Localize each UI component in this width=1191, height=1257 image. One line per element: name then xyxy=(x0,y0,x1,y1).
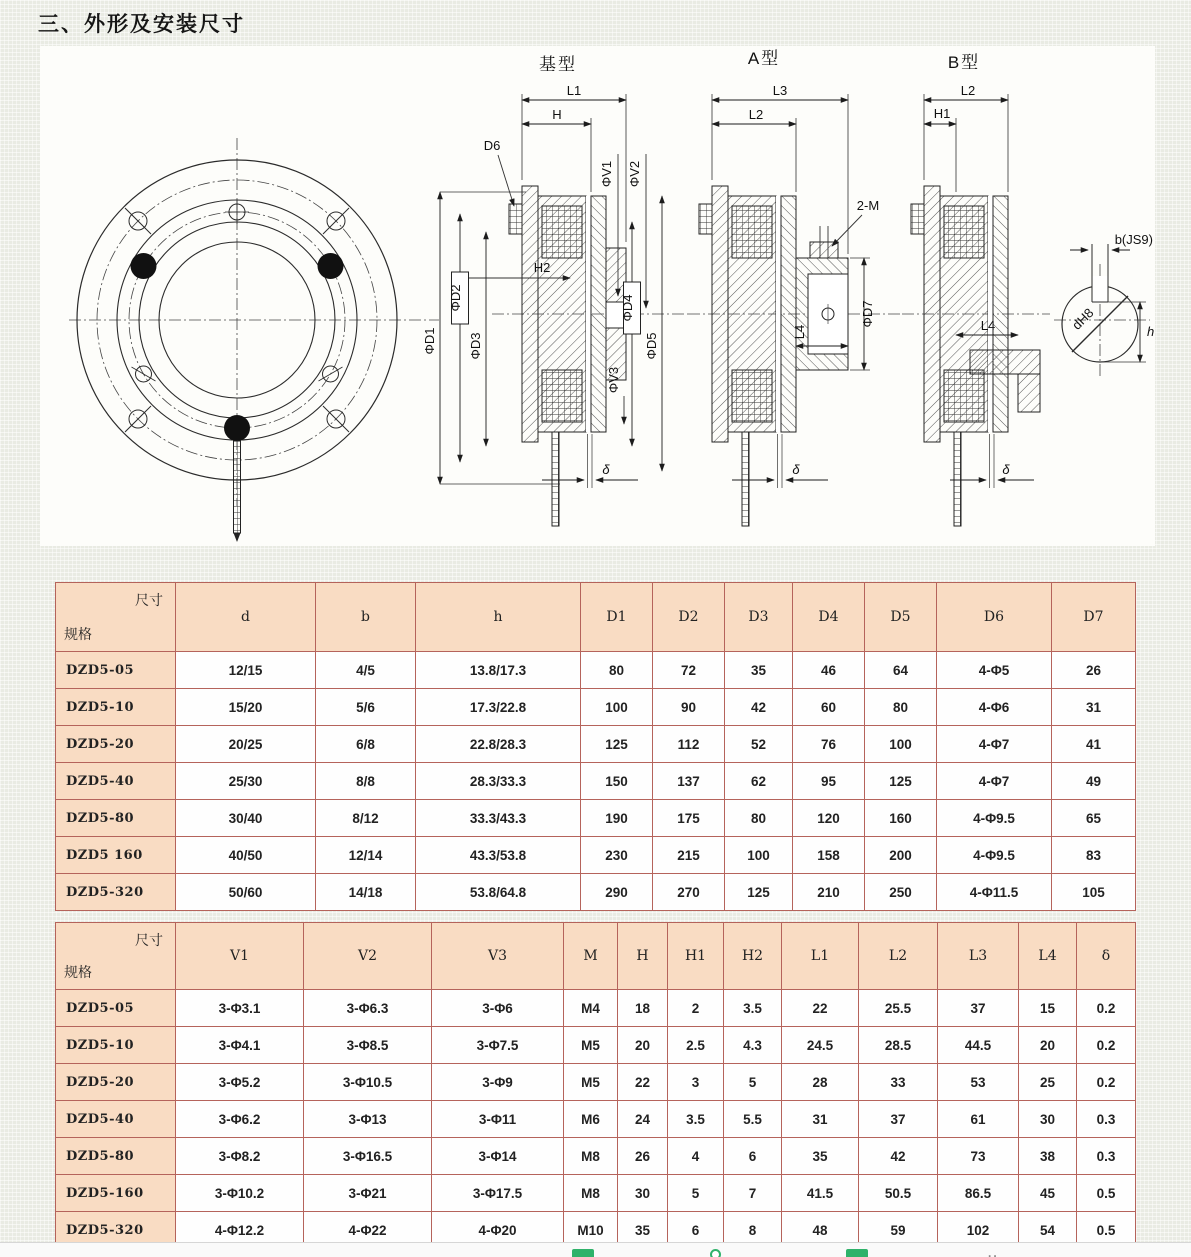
value-cell: 0.5 xyxy=(1077,1212,1136,1249)
spec-cell: DZD5-320 xyxy=(56,1212,176,1249)
view-title-base: 基型 xyxy=(539,55,577,74)
value-cell: 53.8/64.8 xyxy=(416,874,581,911)
dim-label-V3: ΦV3 xyxy=(606,366,621,394)
value-cell: 37 xyxy=(938,990,1019,1027)
value-cell: 158 xyxy=(793,837,865,874)
spec-cell: DZD5-10 xyxy=(56,1027,176,1064)
value-cell: M8 xyxy=(564,1175,618,1212)
value-cell: 12/14 xyxy=(316,837,416,874)
value-cell: 20 xyxy=(618,1027,668,1064)
dim-label-delta: δ xyxy=(1002,462,1010,477)
value-cell: 20/25 xyxy=(176,726,316,763)
screw-hole-icon xyxy=(225,200,249,224)
value-cell: 4-Φ7 xyxy=(937,763,1052,800)
toolbar-green-icon[interactable] xyxy=(846,1249,868,1257)
value-cell: 95 xyxy=(793,763,865,800)
value-cell: 53 xyxy=(938,1064,1019,1101)
dimension-table-2 xyxy=(55,922,1136,1249)
value-cell: 4.3 xyxy=(724,1027,782,1064)
value-cell: 12/15 xyxy=(176,652,316,689)
column-header: D3 xyxy=(725,583,793,652)
value-cell: 4-Φ22 xyxy=(304,1212,432,1249)
value-cell: 8/12 xyxy=(316,800,416,837)
value-cell: 28 xyxy=(782,1064,859,1101)
value-cell: 20 xyxy=(1019,1027,1077,1064)
value-cell: 175 xyxy=(653,800,725,837)
table-row xyxy=(56,652,1136,689)
value-cell: 33 xyxy=(859,1064,938,1101)
value-cell: 15/20 xyxy=(176,689,316,726)
view-title-b: B型 xyxy=(947,53,981,72)
corner-label-spec: 规格 xyxy=(64,627,92,643)
toolbar-circle-icon[interactable] xyxy=(710,1249,721,1257)
shaft-section-detail xyxy=(1054,232,1154,376)
dim-label-delta: δ xyxy=(792,462,800,477)
value-cell: 270 xyxy=(653,874,725,911)
value-cell: M10 xyxy=(564,1212,618,1249)
value-cell: 30/40 xyxy=(176,800,316,837)
value-cell: 3.5 xyxy=(668,1101,724,1138)
column-header: D7 xyxy=(1052,583,1136,652)
technical-drawing xyxy=(40,46,1155,546)
dim-label-D5: ΦD5 xyxy=(644,332,659,360)
table-row xyxy=(56,689,1136,726)
value-cell: 62 xyxy=(725,763,793,800)
value-cell: 90 xyxy=(653,689,725,726)
value-cell: 35 xyxy=(725,652,793,689)
view-title-a: A型 xyxy=(747,49,781,68)
value-cell: 65 xyxy=(1052,800,1136,837)
value-cell: 210 xyxy=(793,874,865,911)
value-cell: 3-Φ14 xyxy=(432,1138,564,1175)
column-header: L3 xyxy=(938,923,1019,990)
value-cell: 35 xyxy=(782,1138,859,1175)
column-header: L1 xyxy=(782,923,859,990)
value-cell: 3-Φ11 xyxy=(432,1101,564,1138)
column-header: L4 xyxy=(1019,923,1077,990)
value-cell: 46 xyxy=(793,652,865,689)
value-cell: 14/18 xyxy=(316,874,416,911)
toolbar-green-icon[interactable] xyxy=(572,1249,594,1257)
spec-cell: DZD5-160 xyxy=(56,1175,176,1212)
value-cell: 25 xyxy=(1019,1064,1077,1101)
value-cell: 30 xyxy=(1019,1101,1077,1138)
column-header: M xyxy=(564,923,618,990)
b-type-section xyxy=(902,53,1050,526)
value-cell: 73 xyxy=(938,1138,1019,1175)
value-cell: 5.5 xyxy=(724,1101,782,1138)
value-cell: 3-Φ9 xyxy=(432,1064,564,1101)
value-cell: 3-Φ7.5 xyxy=(432,1027,564,1064)
value-cell: 24.5 xyxy=(782,1027,859,1064)
table-row xyxy=(56,1101,1136,1138)
value-cell: 22 xyxy=(782,990,859,1027)
dim-label-L1: L1 xyxy=(566,83,582,98)
value-cell: 30 xyxy=(618,1175,668,1212)
mount-hole-icon xyxy=(125,208,151,234)
value-cell: 31 xyxy=(1052,689,1136,726)
value-cell: 3-Φ21 xyxy=(304,1175,432,1212)
corner-cell xyxy=(56,583,176,652)
value-cell: 112 xyxy=(653,726,725,763)
value-cell: 4-Φ11.5 xyxy=(937,874,1052,911)
column-header: h xyxy=(416,583,581,652)
column-header: b xyxy=(316,583,416,652)
value-cell: 120 xyxy=(793,800,865,837)
value-cell: 3 xyxy=(668,1064,724,1101)
value-cell: M8 xyxy=(564,1138,618,1175)
value-cell: 86.5 xyxy=(938,1175,1019,1212)
value-cell: 31 xyxy=(782,1101,859,1138)
base-type-section xyxy=(422,55,688,526)
value-cell: 200 xyxy=(865,837,937,874)
value-cell: 3-Φ6.3 xyxy=(304,990,432,1027)
value-cell: 33.3/43.3 xyxy=(416,800,581,837)
table1-grid xyxy=(55,582,1136,911)
value-cell: 37 xyxy=(859,1101,938,1138)
value-cell: 26 xyxy=(618,1138,668,1175)
column-header: δ xyxy=(1077,923,1136,990)
value-cell: 64 xyxy=(865,652,937,689)
value-cell: 2.5 xyxy=(668,1027,724,1064)
value-cell: 25.5 xyxy=(859,990,938,1027)
dim-label-V1: ΦV1 xyxy=(599,160,614,188)
dim-label-L2: L2 xyxy=(748,107,764,122)
bottom-toolbar xyxy=(0,1242,1191,1257)
value-cell: 150 xyxy=(581,763,653,800)
dim-label-L2b: L2 xyxy=(960,83,976,98)
mount-hole-icon xyxy=(323,208,349,234)
value-cell: 3-Φ6.2 xyxy=(176,1101,304,1138)
value-cell: 49 xyxy=(1052,763,1136,800)
value-cell: 2 xyxy=(668,990,724,1027)
value-cell: 8 xyxy=(724,1212,782,1249)
value-cell: 18 xyxy=(618,990,668,1027)
value-cell: 0.2 xyxy=(1077,1027,1136,1064)
dim-label-delta: δ xyxy=(602,462,610,477)
value-cell: 76 xyxy=(793,726,865,763)
value-cell: 26 xyxy=(1052,652,1136,689)
dim-label-H1: H1 xyxy=(933,106,951,121)
value-cell: 7 xyxy=(724,1175,782,1212)
spec-cell: DZD5-20 xyxy=(56,1064,176,1101)
bolt-hole-filled xyxy=(318,253,344,279)
value-cell: M5 xyxy=(564,1064,618,1101)
mount-hole-icon xyxy=(323,406,349,432)
value-cell: 230 xyxy=(581,837,653,874)
value-cell: 60 xyxy=(793,689,865,726)
value-cell: 35 xyxy=(618,1212,668,1249)
table-row xyxy=(56,837,1136,874)
value-cell: 42 xyxy=(725,689,793,726)
value-cell: 22.8/28.3 xyxy=(416,726,581,763)
value-cell: 43.3/53.8 xyxy=(416,837,581,874)
column-header: V2 xyxy=(304,923,432,990)
value-cell: 0.3 xyxy=(1077,1101,1136,1138)
value-cell: 3-Φ16.5 xyxy=(304,1138,432,1175)
value-cell: 4/5 xyxy=(316,652,416,689)
value-cell: 42 xyxy=(859,1138,938,1175)
value-cell: 105 xyxy=(1052,874,1136,911)
value-cell: 4-Φ9.5 xyxy=(937,837,1052,874)
table-row xyxy=(56,1175,1136,1212)
value-cell: 4-Φ20 xyxy=(432,1212,564,1249)
value-cell: 38 xyxy=(1019,1138,1077,1175)
value-cell: M5 xyxy=(564,1027,618,1064)
value-cell: 5 xyxy=(724,1064,782,1101)
spec-cell: DZD5 160 xyxy=(56,837,176,874)
value-cell: 28.5 xyxy=(859,1027,938,1064)
table2-grid xyxy=(55,922,1136,1249)
dim-label-D2: ΦD2 xyxy=(448,284,463,312)
value-cell: 3-Φ13 xyxy=(304,1101,432,1138)
dim-label-H: H xyxy=(552,107,562,122)
dim-label-b-key: b(JS9) xyxy=(1114,232,1153,247)
table-row xyxy=(56,1064,1136,1101)
value-cell: 4-Φ5 xyxy=(937,652,1052,689)
value-cell: 4-Φ6 xyxy=(937,689,1052,726)
value-cell: 3-Φ8.2 xyxy=(176,1138,304,1175)
value-cell: 5 xyxy=(668,1175,724,1212)
value-cell: 13.8/17.3 xyxy=(416,652,581,689)
dimension-table-1 xyxy=(55,582,1136,911)
value-cell: 80 xyxy=(725,800,793,837)
dim-label-L3: L3 xyxy=(772,83,788,98)
column-header: D2 xyxy=(653,583,725,652)
a-type-section xyxy=(688,49,902,526)
header-row xyxy=(56,923,1136,990)
value-cell: M4 xyxy=(564,990,618,1027)
corner-label-size: 尺寸 xyxy=(135,593,163,609)
column-header: D5 xyxy=(865,583,937,652)
column-header: V1 xyxy=(176,923,304,990)
table-row xyxy=(56,800,1136,837)
spec-cell: DZD5-40 xyxy=(56,763,176,800)
value-cell: 250 xyxy=(865,874,937,911)
column-header: H1 xyxy=(668,923,724,990)
spec-cell: DZD5-10 xyxy=(56,689,176,726)
table-row xyxy=(56,874,1136,911)
table-row xyxy=(56,763,1136,800)
mount-hole-icon xyxy=(125,406,151,432)
value-cell: 25/30 xyxy=(176,763,316,800)
value-cell: 8/8 xyxy=(316,763,416,800)
dim-label-D1: ΦD1 xyxy=(422,327,437,355)
column-header: D1 xyxy=(581,583,653,652)
value-cell: 290 xyxy=(581,874,653,911)
value-cell: 100 xyxy=(581,689,653,726)
value-cell: 6 xyxy=(724,1138,782,1175)
table-row xyxy=(56,1138,1136,1175)
column-header: L2 xyxy=(859,923,938,990)
bolt-hole-filled xyxy=(131,253,157,279)
value-cell: M6 xyxy=(564,1101,618,1138)
value-cell: 17.3/22.8 xyxy=(416,689,581,726)
dim-label-D3: ΦD3 xyxy=(468,332,483,360)
dim-label-h-key: h xyxy=(1147,324,1155,339)
value-cell: 0.2 xyxy=(1077,1064,1136,1101)
spec-cell: DZD5-05 xyxy=(56,990,176,1027)
header-row xyxy=(56,583,1136,652)
value-cell: 125 xyxy=(725,874,793,911)
column-header: D4 xyxy=(793,583,865,652)
column-header: d xyxy=(176,583,316,652)
outline-drawing-panel xyxy=(40,46,1155,546)
corner-cell xyxy=(56,923,176,990)
value-cell: 45 xyxy=(1019,1175,1077,1212)
spec-cell: DZD5-80 xyxy=(56,1138,176,1175)
lead-wire xyxy=(234,441,241,533)
value-cell: 4-Φ7 xyxy=(937,726,1052,763)
value-cell: 72 xyxy=(653,652,725,689)
value-cell: 3-Φ3.1 xyxy=(176,990,304,1027)
dim-label-H2: H2 xyxy=(533,260,551,275)
value-cell: 41.5 xyxy=(782,1175,859,1212)
value-cell: 215 xyxy=(653,837,725,874)
value-cell: 80 xyxy=(865,689,937,726)
value-cell: 6 xyxy=(668,1212,724,1249)
value-cell: 100 xyxy=(865,726,937,763)
value-cell: 125 xyxy=(865,763,937,800)
corner-label-spec: 规格 xyxy=(64,965,92,981)
value-cell: 3-Φ17.5 xyxy=(432,1175,564,1212)
front-view xyxy=(69,138,439,542)
column-header: V3 xyxy=(432,923,564,990)
value-cell: 0.3 xyxy=(1077,1138,1136,1175)
corner-label-size: 尺寸 xyxy=(135,933,163,949)
column-header: H2 xyxy=(724,923,782,990)
dim-label-2M: 2-M xyxy=(856,198,880,213)
dim-label-V2: ΦV2 xyxy=(627,160,642,188)
value-cell: 50.5 xyxy=(859,1175,938,1212)
value-cell: 190 xyxy=(581,800,653,837)
value-cell: 4-Φ9.5 xyxy=(937,800,1052,837)
value-cell: 48 xyxy=(782,1212,859,1249)
dim-label-D6: D6 xyxy=(483,138,501,153)
value-cell: 59 xyxy=(859,1212,938,1249)
value-cell: 3-Φ10.5 xyxy=(304,1064,432,1101)
toolbar-more-icon[interactable]: .. xyxy=(988,1246,999,1257)
value-cell: 52 xyxy=(725,726,793,763)
value-cell: 3-Φ4.1 xyxy=(176,1027,304,1064)
spec-cell: DZD5-05 xyxy=(56,652,176,689)
dim-label-D7: ΦD7 xyxy=(860,300,875,328)
value-cell: 24 xyxy=(618,1101,668,1138)
column-header: H xyxy=(618,923,668,990)
value-cell: 3-Φ6 xyxy=(432,990,564,1027)
value-cell: 102 xyxy=(938,1212,1019,1249)
spec-cell: DZD5-20 xyxy=(56,726,176,763)
value-cell: 83 xyxy=(1052,837,1136,874)
page-title: 三、外形及安装尺寸 xyxy=(38,13,245,36)
spec-cell: DZD5-80 xyxy=(56,800,176,837)
dim-label-L4b: L4 xyxy=(980,318,996,333)
value-cell: 3-Φ10.2 xyxy=(176,1175,304,1212)
value-cell: 61 xyxy=(938,1101,1019,1138)
spec-cell: DZD5-320 xyxy=(56,874,176,911)
value-cell: 22 xyxy=(618,1064,668,1101)
value-cell: 80 xyxy=(581,652,653,689)
table-row xyxy=(56,990,1136,1027)
value-cell: 160 xyxy=(865,800,937,837)
value-cell: 15 xyxy=(1019,990,1077,1027)
bolt-hole-filled xyxy=(224,415,250,441)
value-cell: 3-Φ8.5 xyxy=(304,1027,432,1064)
value-cell: 0.5 xyxy=(1077,1175,1136,1212)
value-cell: 41 xyxy=(1052,726,1136,763)
dim-label-L4: L4 xyxy=(792,324,807,340)
value-cell: 3-Φ5.2 xyxy=(176,1064,304,1101)
value-cell: 5/6 xyxy=(316,689,416,726)
dim-label-d-key: dH8 xyxy=(1069,305,1097,333)
value-cell: 4 xyxy=(668,1138,724,1175)
table-row xyxy=(56,1027,1136,1064)
value-cell: 44.5 xyxy=(938,1027,1019,1064)
value-cell: 0.2 xyxy=(1077,990,1136,1027)
value-cell: 100 xyxy=(725,837,793,874)
value-cell: 125 xyxy=(581,726,653,763)
value-cell: 40/50 xyxy=(176,837,316,874)
table-row xyxy=(56,726,1136,763)
value-cell: 6/8 xyxy=(316,726,416,763)
value-cell: 3.5 xyxy=(724,990,782,1027)
column-header: D6 xyxy=(937,583,1052,652)
spec-cell: DZD5-40 xyxy=(56,1101,176,1138)
value-cell: 54 xyxy=(1019,1212,1077,1249)
dim-label-D4: ΦD4 xyxy=(620,294,635,322)
value-cell: 137 xyxy=(653,763,725,800)
value-cell: 4-Φ12.2 xyxy=(176,1212,304,1249)
value-cell: 50/60 xyxy=(176,874,316,911)
value-cell: 28.3/33.3 xyxy=(416,763,581,800)
